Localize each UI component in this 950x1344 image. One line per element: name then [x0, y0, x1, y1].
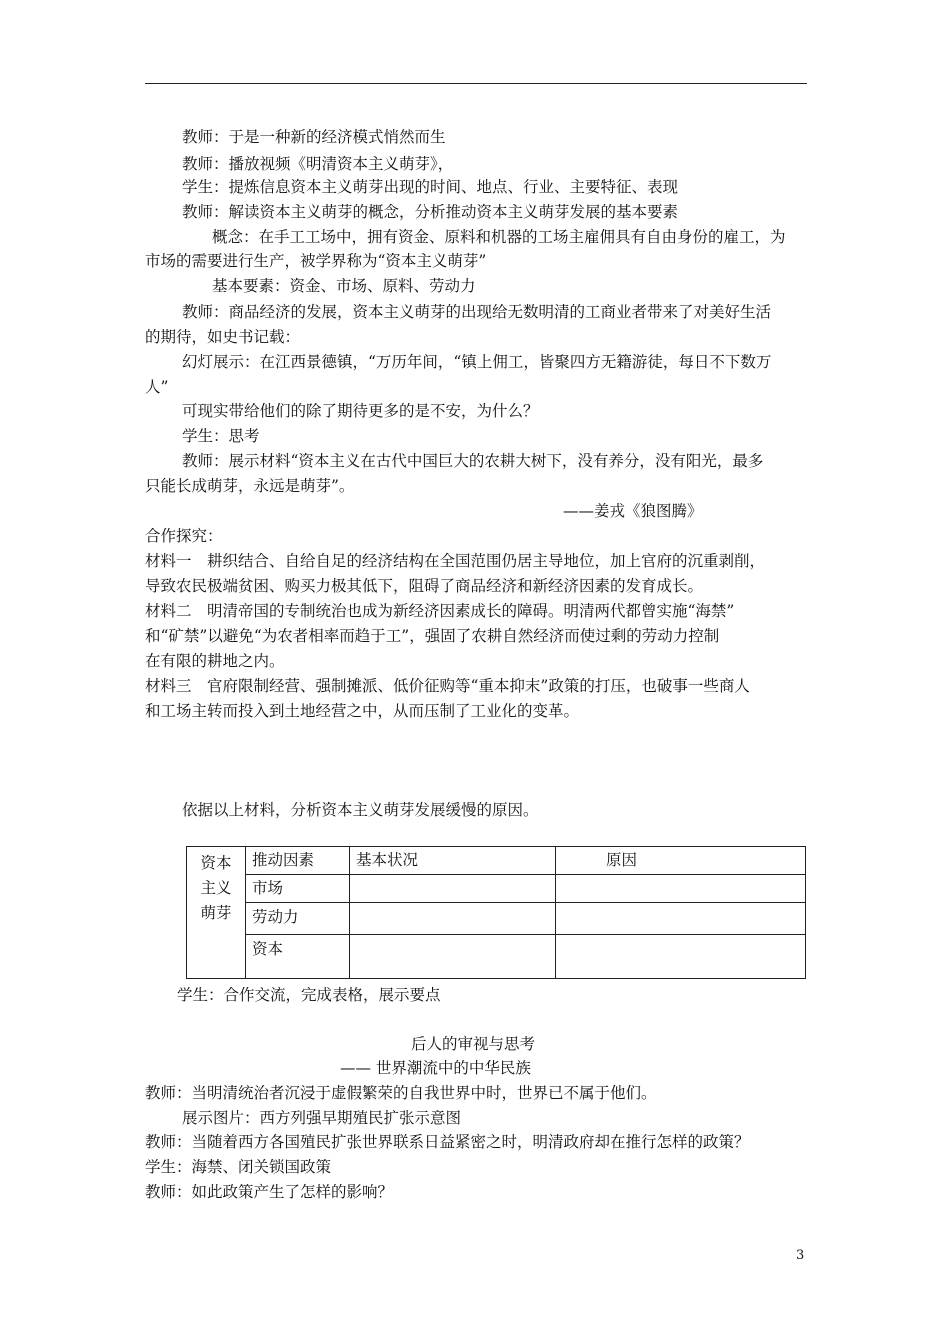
- table-cell: [556, 903, 806, 935]
- text-line: 学生：思考: [182, 427, 260, 445]
- table-cell: [350, 935, 556, 979]
- side-label-line: 萌芽: [200, 904, 232, 922]
- text-line: 教师：当随着西方各国殖民扩张世界联系日益紧密之时，明清政府却在推行怎样的政策？: [145, 1133, 750, 1151]
- text-line: 教师：如此政策产生了怎样的影响？: [145, 1183, 394, 1201]
- text-line: 市场的需要进行生产，被学界称为“资本主义萌芽”: [145, 252, 487, 270]
- header-rule: [145, 83, 807, 84]
- table-header-cell: 原因: [556, 847, 806, 875]
- table-cell: [556, 875, 806, 903]
- text-line: 学生：海禁、闭关锁国政策: [145, 1158, 332, 1176]
- text-line: 导致农民极端贫困、购买力极其低下，阻碍了商品经济和新经济因素的发育成长。: [145, 577, 704, 595]
- table-cell: [350, 903, 556, 935]
- text-line: 在有限的耕地之内。: [145, 652, 285, 670]
- text-line: 教师：播放视频《明清资本主义萌芽》，: [182, 155, 454, 173]
- side-label-line: 资本: [200, 854, 232, 872]
- citation: ——姜戎《狼图腾》: [563, 502, 703, 520]
- table-cell: [350, 875, 556, 903]
- text-line: 材料一 耕织结合、自给自足的经济结构在全国范围仍居主导地位，加上官府的沉重剥削，: [145, 552, 766, 570]
- text-line: 教师：商品经济的发展，资本主义萌芽的出现给无数明清的工商业者带来了对美好生活: [182, 303, 772, 321]
- analysis-table: [186, 846, 806, 979]
- page-number: 3: [796, 1248, 805, 1263]
- text-line: 幻灯展示：在江西景德镇，“万历年间，“镇上佣工，皆聚四方无籍游徒，每日不下数万: [182, 353, 772, 371]
- text-line: 人”: [145, 378, 169, 396]
- table-row-label: 市场: [246, 875, 350, 903]
- section-heading: 合作探究：: [145, 527, 223, 545]
- side-label-line: 主义: [200, 879, 232, 897]
- table-row-label: 资本: [246, 935, 350, 979]
- text-line: 可现实带给他们的除了期待更多的是不安，为什么？: [182, 402, 539, 420]
- table-header-cell: 推动因素: [246, 847, 350, 875]
- text-line: 学生：提炼信息资本主义萌芽出现的时间、地点、行业、主要特征、表现: [182, 178, 679, 196]
- text-line: 依据以上材料，分析资本主义萌芽发展缓慢的原因。: [182, 801, 539, 819]
- text-line: 教师：于是一种新的经济模式悄然而生: [182, 128, 446, 146]
- text-line: 教师：解读资本主义萌芽的概念，分析推动资本主义萌芽发展的基本要素: [182, 203, 679, 221]
- table-cell: [556, 935, 806, 979]
- table-row-label: 劳动力: [246, 903, 350, 935]
- section-subtitle: —— 世界潮流中的中华民族: [340, 1059, 531, 1077]
- text-line: 教师：展示材料“资本主义在古代中国巨大的农耕大树下，没有养分，没有阳光，最多: [182, 452, 764, 470]
- text-line: 材料三 官府限制经营、强制摊派、低价征购等“重本抑末”政策的打压，也破事一些商人: [145, 677, 750, 695]
- table-header-cell: 基本状况: [350, 847, 556, 875]
- text-line: 概念：在手工工场中，拥有资金、原料和机器的工场主雇佣具有自由身份的雇工，为: [212, 228, 786, 246]
- section-title: 后人的审视与思考: [411, 1035, 536, 1053]
- text-line: 的期待，如史书记载：: [145, 328, 301, 346]
- text-line: 材料二 明清帝国的专制统治也成为新经济因素成长的障碍。明清两代都曾实施“海禁”: [145, 602, 735, 620]
- text-line: 和“矿禁”以避免“为农者相率而趋于工”，强固了农耕自然经济而使过剩的劳动力控制: [145, 627, 720, 645]
- text-line: 基本要素：资金、市场、原料、劳动力: [212, 277, 476, 295]
- text-line: 学生：合作交流，完成表格，展示要点: [177, 986, 441, 1004]
- table-side-label: [187, 847, 246, 979]
- text-line: 教师：当明清统治者沉浸于虚假繁荣的自我世界中时，世界已不属于他们。: [145, 1084, 657, 1102]
- text-line: 只能长成萌芽，永远是萌芽”。: [145, 477, 355, 495]
- text-line: 和工场主转而投入到土地经营之中，从而压制了工业化的变革。: [145, 702, 580, 720]
- text-line: 展示图片：西方列强早期殖民扩张示意图: [182, 1109, 462, 1127]
